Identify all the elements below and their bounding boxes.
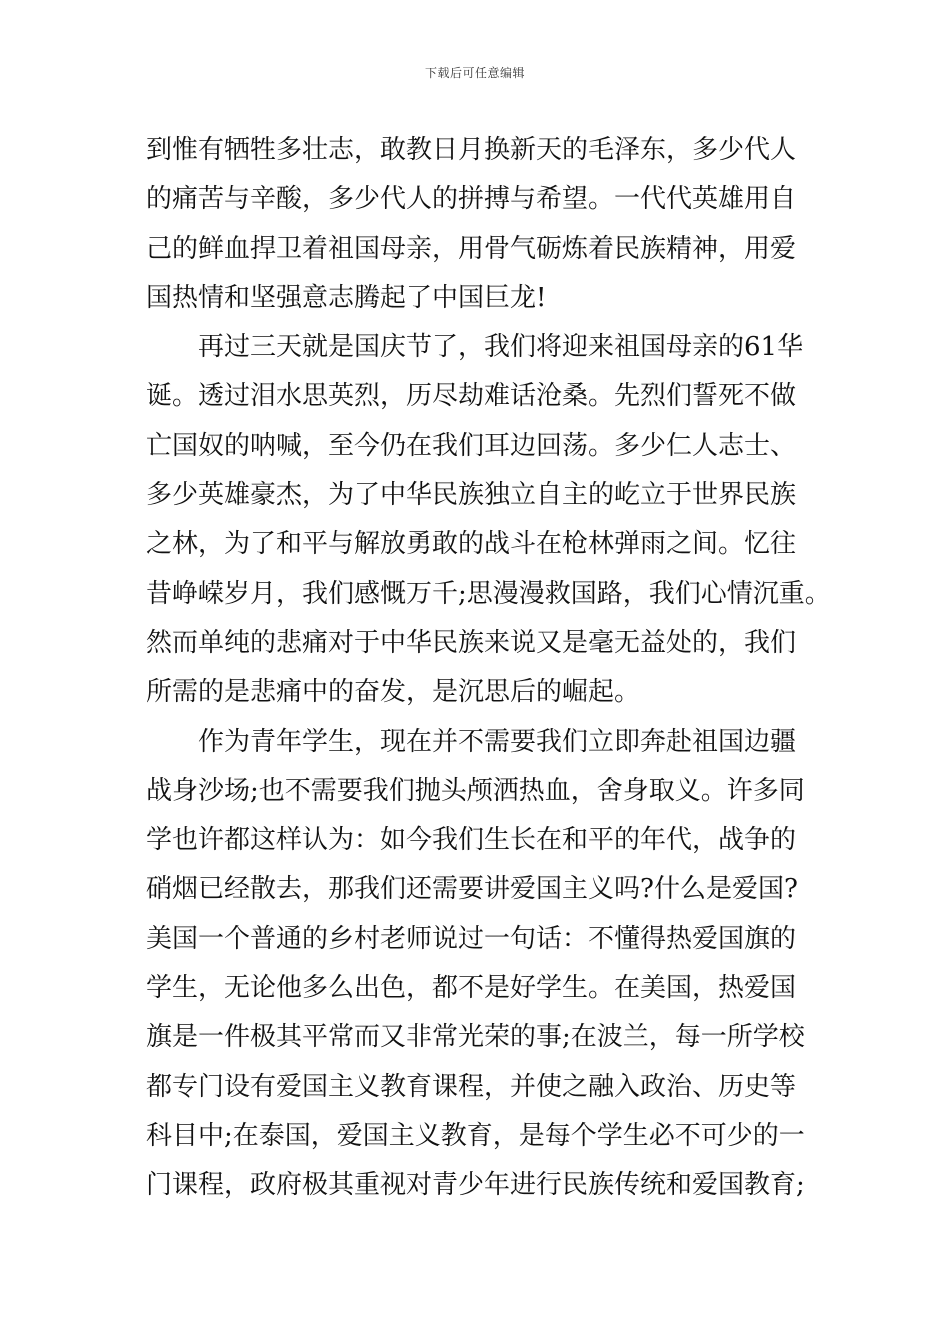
text-line: 的痛苦与辛酸，多少代人的拼搏与希望。一代代英雄用自	[146, 184, 797, 215]
text-line: 再过三天就是国庆节了，我们将迎来祖国母亲的61华	[198, 332, 804, 363]
text-line: 美国一个普通的乡村老师说过一句话：不懂得热爱国旗的	[146, 923, 797, 954]
text-line: 都专门设有爱国主义教育课程，并使之融入政治、历史等	[146, 1071, 797, 1102]
text-line: 到惟有牺牲多壮志，敢教日月换新天的毛泽东，多少代人	[146, 135, 797, 165]
text-line: 之林，为了和平与解放勇敢的战斗在枪林弹雨之间。忆往	[146, 529, 797, 560]
text-line: 亡国奴的呐喊，至今仍在我们耳边回荡。多少仁人志士、	[146, 430, 797, 461]
text-line: 然而单纯的悲痛对于中华民族来说又是毫无益处的，我们	[146, 627, 797, 658]
text-line: 作为青年学生，现在并不需要我们立即奔赴祖国边疆	[198, 726, 797, 757]
text-line: 多少英雄豪杰，为了中华民族独立自主的屹立于世界民族	[146, 480, 797, 511]
page-header: 下载后可任意编辑	[424, 66, 525, 80]
text-line: 所需的是悲痛中的奋发，是沉思后的崛起。	[146, 677, 641, 708]
text-line: 昔峥嵘岁月，我们感慨万千;思漫漫救国路，我们心情沉重。	[146, 578, 831, 609]
text-line: 战身沙场;也不需要我们抛头颅洒热血，舍身取义。许多同	[146, 775, 805, 806]
text-line: 诞。透过泪水思英烈，历尽劫难话沧桑。先烈们誓死不做	[146, 381, 797, 412]
text-line: 国热情和坚强意志腾起了中国巨龙!	[146, 282, 547, 313]
document-body	[146, 126, 831, 1211]
text-line: 科目中;在泰国，爱国主义教育，是每个学生必不可少的一	[146, 1120, 805, 1151]
text-line: 学也许都这样认为：如今我们生长在和平的年代，战争的	[146, 825, 797, 856]
text-line: 硝烟已经散去，那我们还需要讲爱国主义吗?什么是爱国?	[146, 874, 798, 905]
paragraph-2	[146, 323, 831, 717]
paragraph-1	[146, 126, 810, 323]
paragraph-3	[146, 718, 810, 1211]
text-line: 旗是一件极其平常而又非常光荣的事;在波兰，每一所学校	[146, 1022, 805, 1053]
text-line: 学生，无论他多么出色，都不是好学生。在美国，热爱国	[146, 973, 797, 1004]
text-line: 己的鲜血捍卫着祖国母亲，用骨气砺炼着民族精神，用爱	[146, 233, 797, 264]
text-line: 门课程，政府极其重视对青少年进行民族传统和爱国教育;	[146, 1170, 805, 1201]
